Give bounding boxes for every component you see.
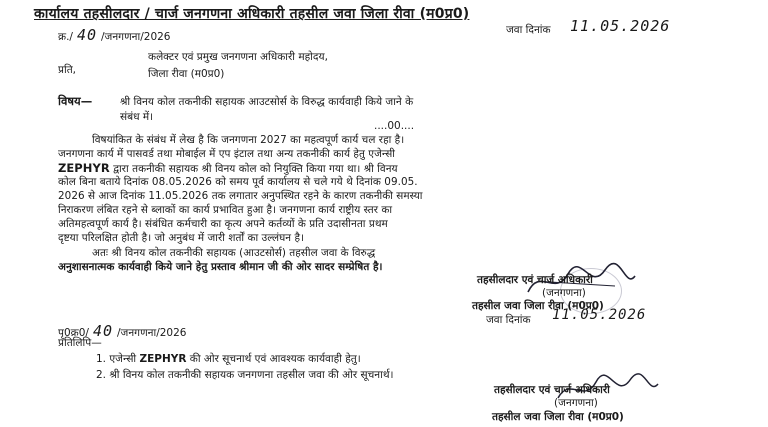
signature-1-place: तहसील जवा जिला रीवा (म0प्र0) bbox=[472, 300, 604, 312]
body-line: जनगणना कार्य में पासवर्ड तथा मोबाईल में एप इंटाल तथा अन्य तकनीकी कार्य हेतु एजेन्सी bbox=[58, 148, 395, 160]
copy-reference-handwritten-number: 40 bbox=[92, 322, 113, 340]
signature-1-subtitle: (जनगणना) bbox=[542, 287, 586, 299]
copy-reference-prefix: पृ0क्र0/ bbox=[58, 327, 89, 339]
reference-handwritten-number: 40 bbox=[76, 26, 98, 44]
copy-reference-suffix: /जनगणना/2026 bbox=[117, 327, 187, 339]
body-line: अतः श्री विनय कोल तकनीकी सहायक (आउटसोर्स) तहसील जवा के विरुद्ध bbox=[92, 247, 376, 259]
reference-number bbox=[58, 26, 170, 44]
subject-separator: ....00.... bbox=[374, 120, 415, 132]
copy-label: प्रतिलिपि— bbox=[58, 337, 102, 349]
subject-line-1: श्री विनय कोल तकनीकी सहायक आउटसोर्स के विरुद्ध कार्यवाही किये जाने के bbox=[120, 96, 414, 108]
header-date-label: जवा दिनांक bbox=[506, 24, 551, 36]
body-line: अतिमहत्वपूर्ण कार्य है। संबंधित कर्मचारी का कृत्य अपने कर्तव्यों के प्रति उदासीनता प्रथम bbox=[58, 218, 388, 230]
office-title: कार्यालय तहसीलदार / चार्ज जनगणना अधिकारी तहसील जवा जिला रीवा (म0प्र0) bbox=[34, 6, 470, 22]
header-date-value: 11.05.2026 bbox=[570, 17, 671, 35]
copy-list-item: 2. श्री विनय कोल तकनीकी सहायक जनगणना तहसील जवा की ओर सूचनार्थ। bbox=[96, 369, 394, 381]
subject-line-2: संबंध में। bbox=[120, 111, 154, 123]
body-line: अनुशासनात्मक कार्यवाही किये जाने हेतु प्रस्ताव श्रीमान जी की ओर सादर सम्प्रेषित है। bbox=[58, 261, 383, 273]
body-line: कोल बिना बताये दिनांक 08.05.2026 को समय पूर्व कार्यालय से चले गये थे दिनांक 09.05. bbox=[58, 176, 418, 188]
subject-label: विषय— bbox=[58, 94, 93, 108]
body-line: ZEPHYR द्वारा तकनीकी सहायक श्री विनय कोल को नियुक्ति किया गया था। श्री विनय bbox=[58, 161, 398, 175]
body-line: 2026 से आज दिनांक 11.05.2026 तक लगातार अनुपस्थित रहने के कारण तकनीकी समस्या bbox=[58, 190, 423, 202]
body-line: निराकरण लंबित रहने से ब्लाकों का कार्य प्रभावित हुआ है। जनगणना कार्य राष्ट्रीय स्तर का bbox=[58, 204, 393, 216]
copy-list-item: 1. एजेन्सी ZEPHYR की ओर सूचनार्थ एवं आवश्यक कार्यवाही हेतु। bbox=[96, 353, 361, 365]
addressee-line-1: कलेक्टर एवं प्रमुख जनगणना अधिकारी महोदय, bbox=[148, 51, 328, 63]
signature-2-subtitle: (जनगणना) bbox=[554, 397, 598, 409]
signature-1-title: तहसीलदार एवं चार्ज अधिकारी bbox=[477, 274, 593, 286]
signature-1-date-value: 11.05.2026 bbox=[552, 307, 647, 323]
reference-suffix: /जनगणना/2026 bbox=[101, 31, 171, 43]
body-line: विषयांकित के संबंध में लेख है कि जनगणना 2027 का महत्वपूर्ण कार्य चल रहा है। bbox=[92, 134, 405, 146]
signature-2-place: तहसील जवा जिला रीवा (म0प्र0) bbox=[492, 411, 624, 423]
addressee-line-2: जिला रीवा (म0प्र0) bbox=[148, 68, 225, 80]
reference-prefix: क्र./ bbox=[58, 31, 73, 43]
body-line-rest: द्वारा तकनीकी सहायक श्री विनय कोल को नियुक्ति किया गया था। श्री विनय bbox=[109, 163, 398, 175]
addressee-label: प्रति, bbox=[58, 64, 77, 76]
signature-1-date-label: जवा दिनांक bbox=[486, 314, 531, 326]
body-line: दृष्टया परिलक्षित होती है। जो अनुबंध में जारी शर्तों का उल्लंघन है। bbox=[58, 232, 305, 244]
signature-2-title: तहसीलदार एवं चार्ज अधिकारी bbox=[494, 384, 610, 396]
